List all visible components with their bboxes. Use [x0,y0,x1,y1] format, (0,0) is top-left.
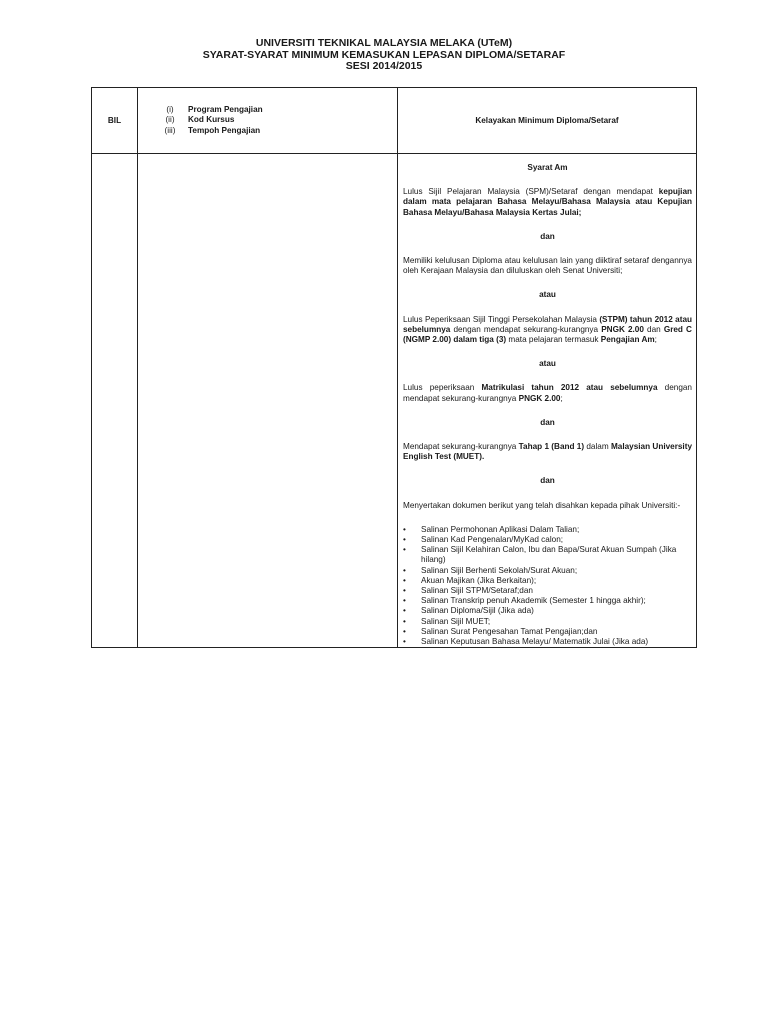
header-item [152,115,397,126]
header-item-label: Program Pengajian [188,104,263,114]
table-body-row [92,154,697,648]
university-title: UNIVERSITI TEKNIKAL MALAYSIA MELAKA (UTeM) [255,37,513,49]
list-item: • Salinan Sijil STPM/Setaraf;dan [421,586,692,596]
col-program-header [138,88,398,154]
header-item-label: Tempoh Pengajian [188,125,261,135]
connector-dan: dan [540,231,555,241]
program-cell [138,154,398,648]
list-item: • Salinan Keputusan Bahasa Melayu/ Matematik Julai (Jika ada) [421,637,692,647]
col-kelayakan-header: Kelayakan Minimum Diploma/Setaraf [398,88,697,154]
header-item-number: (ii) [165,115,175,125]
kelayakan-cell [398,154,697,648]
requirement-stpm: Lulus Peperiksaan Sijil Tinggi Persekolahan Malaysia (STPM) tahun 2012 atau sebelumnya dengan mendapat sekurang-kurangnya PNGK 2.00 dan Gred C (NGMP 2.00) dalam tiga (3) mata pelajaran termasuk Pengajian Am; [403,314,692,345]
header-item [152,105,397,116]
connector-dan: dan [540,476,555,486]
list-item: • Akuan Majikan (Jika Berkaitan); [421,576,692,586]
header-item [152,126,397,137]
list-item: • Salinan Sijil Berhenti Sekolah/Surat Akuan; [421,566,692,576]
header-item-number: (iii) [164,125,176,135]
table-header-row [92,88,697,154]
documents-intro: Menyertakan dokumen berikut yang telah disahkan kepada pihak Universiti:- [403,500,681,510]
col-bil-header: BIL [92,88,138,154]
requirements-table [91,87,697,648]
requirement-diploma: Memiliki kelulusan Diploma atau kelulusan lain yang diiktiraf setaraf dengannya oleh Kerajaan Malaysia dan diluluskan oleh Senat Universiti; [403,256,692,276]
list-item: • Salinan Transkrip penuh Akademik (Semester 1 hingga akhir); [421,596,692,606]
header-item-label: Kod Kursus [188,115,235,125]
documents-list [403,525,692,647]
list-item: • Salinan Sijil Kelahiran Calon, Ibu dan Bapa/Surat Akuan Sumpah (Jika hilang) [421,545,692,565]
list-item: • Salinan Permohonan Aplikasi Dalam Talian; [421,525,692,535]
list-item: • Salinan Sijil MUET; [421,617,692,627]
requirement-spm: Lulus Sijil Pelajaran Malaysia (SPM)/Setaraf dengan mendapat kepujian dalam mata pelajaran Bahasa Melayu/Bahasa Malaysia atau Kepujian Bahasa Melayu/Bahasa Malaysia Kertas Julai; [403,187,692,217]
list-item: • Salinan Kad Pengenalan/MyKad calon; [421,535,692,545]
section-title: Syarat Am [527,163,568,172]
connector-dan: dan [540,417,555,427]
requirement-matrikulasi: Lulus peperiksaan Matrikulasi tahun 2012 atau sebelumnya dengan mendapat sekurang-kurangnya PNGK 2.00; [403,383,692,403]
session-label: SESI 2014/2015 [345,60,423,72]
connector-atau: atau [539,359,556,369]
document-header [0,38,768,73]
bil-cell [92,154,138,648]
requirement-muet: Mendapat sekurang-kurangnya Tahap 1 (Band 1) dalam Malaysian University English Test (MUET). [403,442,692,462]
header-item-number: (i) [166,104,174,114]
document-title: SYARAT-SYARAT MINIMUM KEMASUKAN LEPASAN DIPLOMA/SETARAF [202,48,566,61]
list-item: • Salinan Surat Pengesahan Tamat Pengajian;dan [421,627,692,637]
list-item: • Salinan Diploma/Sijil (Jika ada) [421,606,692,616]
connector-atau: atau [539,290,556,300]
